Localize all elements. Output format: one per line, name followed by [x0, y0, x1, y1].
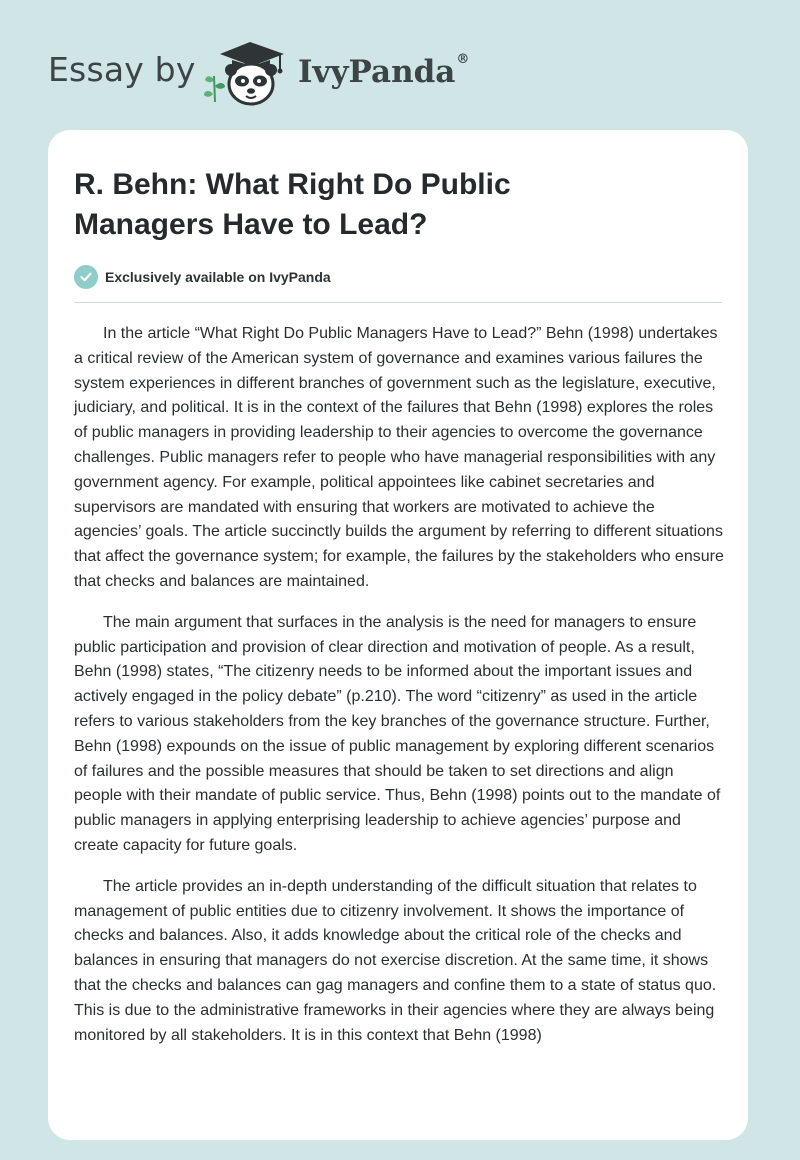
paragraph: The article provides an in-depth understanding of the difficult situation that relates to management of public entities due to citizenry involvement. It shows the importance of checks and balances. Also, it adds knowledge about the critical role of the checks and balances in ensuring that managers do not exercise discretion. At the same time, it shows that the checks and balances can gag managers and confine them to a state of status quo. This is due to the administrative frameworks in their agencies where they are always being monitored by all stakeholders. It is in this context that Behn (1998)	[74, 877, 717, 1044]
divider	[74, 302, 722, 303]
badge-label: Exclusively available on IvyPanda	[105, 269, 331, 285]
essay-by-label: Essay by	[48, 50, 196, 89]
check-circle-icon	[74, 265, 98, 289]
exclusive-badge	[74, 264, 331, 290]
brand-text: IvyPanda	[298, 54, 456, 90]
brand-name[interactable]	[298, 54, 469, 90]
page-title: R. Behn: What Right Do Public Managers Have to Lead?	[74, 168, 511, 241]
essay-card	[48, 130, 748, 1140]
paragraph: The main argument that surfaces in the analysis is the need for managers to ensure public participation and provision of clear direction and motivation of people. As a result, Behn (1998) states, “The citizenry needs to be informed about the important issues and actively engaged in the policy debate” (p.210). The word “citizenry” as used in the article refers to various stakeholders from the key branches of the governance structure. Further, Behn (1998) expounds on the issue of public management by exploring different scenarios of failures and the possible measures that should be taken to set directions and align people with their mandate of public service. Thus, Behn (1998) points out to the mandate of public managers in applying enterprising leadership to achieve agencies’ purpose and create capacity for future goals.	[74, 613, 721, 854]
essay-body	[74, 322, 724, 1064]
registered-mark: ®	[456, 52, 470, 67]
paragraph: In the article “What Right Do Public Managers Have to Lead?” Behn (1998) undertakes a critical review of the American system of governance and examines various failures the system experiences in different branches of government such as the legislature, executive, judiciary, and political. It is in the context of the failures that Behn (1998) explores the roles of public managers in providing leadership to their agencies to overcome the governance challenges. Public managers refer to people who have managerial responsibilities with any government agency. For example, political appointees like cabinet secretaries and supervisors are mandated with ensuring that workers are motivated to achieve the agencies’ goals. The article succinctly builds the argument by referring to different situations that affect the governance system; for example, the failures by the stakeholders who ensure that checks and balances are maintained.	[74, 325, 724, 590]
site-header	[0, 0, 800, 130]
leaf-icon	[204, 76, 225, 102]
panda-graduation-cap-icon[interactable]	[200, 36, 292, 108]
